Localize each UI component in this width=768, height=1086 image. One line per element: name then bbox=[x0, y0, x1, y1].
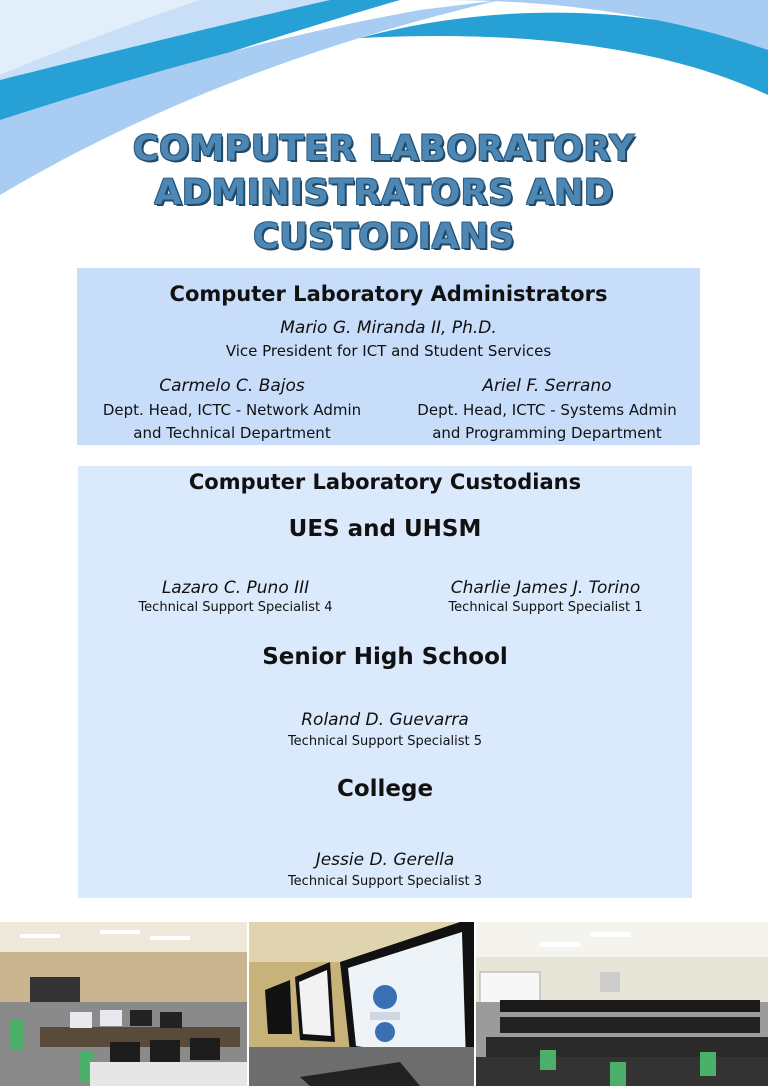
lab-photo-2 bbox=[249, 922, 474, 1086]
custodians-heading: Computer Laboratory Custodians bbox=[188, 470, 582, 494]
ues-left-card bbox=[78, 578, 393, 615]
ues-right-role: Technical Support Specialist 1 bbox=[448, 600, 643, 615]
shs-heading: Senior High School bbox=[262, 644, 508, 670]
college-name: Jessie D. Gerella bbox=[315, 850, 455, 870]
admin-right-role-line-2: and Programming Department bbox=[432, 424, 662, 442]
admin-left-card bbox=[77, 376, 387, 445]
admin-left-role-line-2: and Technical Department bbox=[133, 424, 331, 442]
administrators-section bbox=[77, 268, 700, 445]
shs-name: Roland D. Guevarra bbox=[301, 710, 469, 730]
shs-role: Technical Support Specialist 5 bbox=[287, 734, 483, 749]
admin-left-name: Carmelo C. Bajos bbox=[159, 376, 305, 396]
lab-photo-3 bbox=[476, 922, 768, 1086]
page-title bbox=[0, 127, 768, 259]
lab-photos-strip bbox=[0, 922, 768, 1086]
admin-right-role-line-1: Dept. Head, ICTC - Systems Admin bbox=[417, 401, 677, 419]
admin-left-role-line-1: Dept. Head, ICTC - Network Admin bbox=[102, 401, 362, 419]
admin-right-card bbox=[397, 376, 697, 445]
ues-right-name: Charlie James J. Torino bbox=[450, 578, 641, 598]
custodians-section bbox=[78, 466, 692, 898]
ues-uhsm-heading: UES and UHSM bbox=[288, 516, 482, 542]
admin-right-name: Ariel F. Serrano bbox=[482, 376, 612, 396]
page-title-line-1: COMPUTER LABORATORY bbox=[133, 129, 635, 169]
administrators-heading: Computer Laboratory Administrators bbox=[169, 282, 608, 306]
head-admin-name: Mario G. Miranda II, Ph.D. bbox=[280, 318, 497, 338]
ues-left-name: Lazaro C. Puno III bbox=[161, 578, 310, 598]
ues-right-card bbox=[408, 578, 683, 615]
page-title-line-2: ADMINISTRATORS AND bbox=[154, 173, 614, 213]
college-role: Technical Support Specialist 3 bbox=[287, 874, 483, 889]
page-title-line-3: CUSTODIANS bbox=[253, 217, 515, 257]
head-admin-role: Vice President for ICT and Student Services bbox=[225, 342, 552, 360]
lab-photo-1 bbox=[0, 922, 247, 1086]
ues-left-role: Technical Support Specialist 4 bbox=[138, 600, 333, 615]
college-heading: College bbox=[336, 776, 434, 802]
